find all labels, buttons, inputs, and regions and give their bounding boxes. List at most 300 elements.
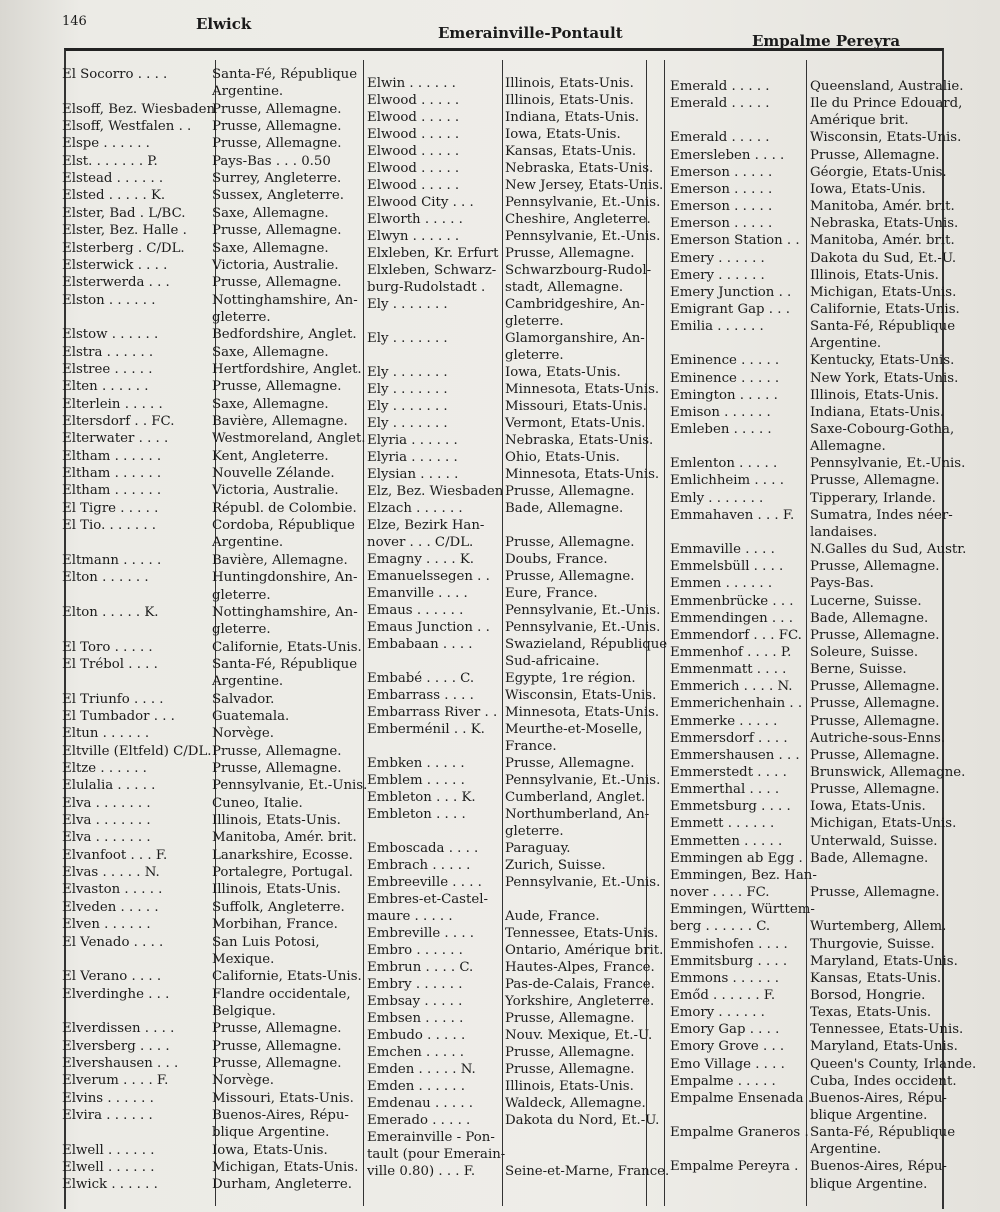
place-location: Pennsylvanie, Et.-Unis.	[505, 603, 661, 618]
place-name: Emerson Station . .	[670, 233, 800, 249]
place-location: Pennsylvanie, Et.-Unis.	[505, 195, 661, 210]
place-name: Eltville (Eltfeld) C/DL.	[62, 743, 212, 759]
place-name: maure . . . . .	[367, 909, 453, 924]
place-name: Emmingen ab Egg .	[670, 850, 803, 866]
place-name: Elyria . . . . . .	[367, 450, 458, 465]
place-location: Iowa, Etats-Unis.	[505, 127, 621, 142]
place-name: El Tumbador . . .	[62, 708, 175, 724]
place-location: Morbihan, France.	[212, 917, 338, 933]
place-name: Elwell . . . . . .	[62, 1142, 155, 1158]
place-location: Maryland, Etats-Unis.	[810, 1039, 958, 1055]
gazetteer-column-3	[670, 78, 977, 1206]
place-name: Emmishofen . . . .	[670, 936, 788, 952]
place-location: Saxe, Allemagne.	[212, 240, 329, 256]
place-name: Elvas . . . . . N.	[62, 865, 160, 881]
place-location: Indiana, Etats-Unis.	[810, 404, 945, 420]
place-location: Pennsylvanie, Et.-Unis.	[505, 620, 661, 635]
place-name: El Tio. . . . . . .	[62, 518, 157, 534]
place-location: Prusse, Allemagne.	[212, 1021, 342, 1037]
place-location: Illinois, Etats-Unis.	[212, 882, 341, 898]
place-location: N.Galles du Sud, Austr.	[810, 542, 967, 558]
place-location: Prusse, Allemagne.	[505, 1045, 635, 1060]
place-location: Prusse, Allemagne.	[212, 136, 342, 152]
place-name: Elwyn . . . . . .	[367, 229, 460, 244]
place-name: El Toro . . . . .	[62, 639, 153, 655]
place-location: Prusse, Allemagne.	[810, 782, 940, 798]
place-name: Emery . . . . . .	[670, 250, 765, 266]
place-location: Prusse, Allemagne.	[212, 743, 342, 759]
place-name: nover . . . . FC.	[670, 885, 770, 901]
place-location: Yorkshire, Angleterre.	[505, 994, 655, 1009]
place-name: Emberménil . . K.	[367, 722, 485, 737]
place-name: Embabé . . . . C.	[367, 671, 475, 686]
place-name: Ely . . . . . . .	[367, 416, 448, 431]
place-location: Cuba, Indes occident.	[810, 1073, 957, 1089]
place-name: Eminence . . . . .	[670, 353, 780, 369]
place-location: Lucerne, Suisse.	[810, 593, 922, 609]
place-location: Surrey, Angleterre.	[212, 171, 342, 187]
place-location: Prusse, Allemagne.	[505, 484, 635, 499]
place-name: Empalme Ensenada .	[670, 1090, 813, 1106]
place-name: Elstow . . . . . .	[62, 327, 159, 343]
place-location: Prusse, Allemagne.	[505, 1062, 635, 1077]
place-name: Embry . . . . . .	[367, 977, 463, 992]
place-location: Queensland, Australie.	[810, 79, 964, 94]
running-header	[0, 10, 1000, 50]
place-location: Prusse, Allemagne.	[212, 119, 342, 135]
place-name: Elworth . . . . .	[367, 212, 463, 227]
place-location: Santa-Fé, République	[810, 319, 956, 335]
place-location: Huntingdonshire, An-	[212, 570, 358, 586]
place-location: Cheshire, Angleterre.	[505, 212, 651, 227]
place-name: Elzach . . . . . .	[367, 501, 463, 516]
place-name: Emmingen, Bez. Han-	[670, 867, 817, 883]
place-name: El Socorro . . . .	[62, 67, 168, 82]
place-location: Cordoba, République	[212, 518, 355, 534]
place-name: Elston . . . . . .	[62, 292, 156, 308]
place-name: Elwood . . . . .	[367, 110, 460, 125]
place-name: Embleton . . . K.	[367, 790, 476, 805]
place-name: Eltham . . . . . .	[62, 466, 162, 482]
place-name: Elvins . . . . . .	[62, 1090, 154, 1106]
place-location: Cambridgeshire, An-	[505, 297, 645, 312]
place-location: Prusse, Allemagne.	[810, 747, 940, 763]
place-location: Prusse, Allemagne.	[810, 885, 940, 901]
place-location: Manitoba, Amér. brit.	[810, 199, 955, 215]
place-name: Emington . . . . .	[670, 387, 778, 403]
place-name: Elyria . . . . . .	[367, 433, 458, 448]
place-name: Emmitsburg . . . .	[670, 953, 788, 969]
place-location: Michigan, Etats-Unis.	[212, 1160, 359, 1176]
place-name: Embken . . . . .	[367, 756, 465, 771]
place-name: Elsoff, Westfalen . .	[62, 119, 192, 135]
place-name: Elsterwerda . . .	[62, 275, 170, 291]
place-location: Argentine.	[212, 84, 284, 100]
place-name: Emboscada . . . .	[367, 841, 479, 856]
place-location: Républ. de Colombie.	[212, 500, 357, 516]
place-name: Emigrant Gap . . .	[670, 301, 790, 317]
place-location: Bade, Allemagne.	[810, 610, 929, 626]
place-name: Emmendorf . . . FC.	[670, 627, 802, 643]
place-name: Emison . . . . . .	[670, 404, 771, 420]
place-location: Saxe, Allemagne.	[212, 205, 329, 221]
place-location: Iowa, Etats-Unis.	[810, 799, 926, 815]
place-location: gleterre.	[505, 348, 564, 363]
place-location: Guatemala.	[212, 708, 290, 724]
place-name: Elwood . . . . .	[367, 93, 460, 108]
place-name: Embabaan . . . .	[367, 637, 473, 652]
place-location: Sumatra, Indes néer-	[810, 507, 953, 523]
place-location: gleterre.	[505, 314, 564, 329]
place-name: Ely . . . . . . .	[367, 365, 448, 380]
place-location: Géorgie, Etats-Unis.	[810, 164, 947, 180]
place-location: Californie, Etats-Unis.	[810, 301, 960, 317]
place-name: Elxleben, Kr. Erfurt	[367, 246, 499, 261]
place-location: Prusse, Allemagne.	[505, 246, 635, 261]
place-name: Elz, Bez. Wiesbaden	[367, 484, 504, 499]
place-name: burg-Rudolstadt .	[367, 280, 486, 295]
place-location: Indiana, Etats-Unis.	[505, 110, 640, 125]
place-location: Iowa, Etats-Unis.	[212, 1142, 328, 1158]
place-location: Nottinghamshire, An-	[212, 604, 358, 620]
place-name: Elvershausen . . .	[62, 1055, 179, 1071]
place-location: Manitoba, Amér. brit.	[212, 830, 357, 846]
page-number: 146	[62, 14, 87, 29]
place-name: Eltmann . . . . .	[62, 552, 162, 568]
place-location: Pas-de-Calais, France.	[505, 977, 655, 992]
place-location: Californie, Etats-Unis.	[212, 639, 362, 655]
place-location: Wisconsin, Etats-Unis.	[505, 688, 657, 703]
place-name: Embarrass River . .	[367, 705, 498, 720]
place-location: Prusse, Allemagne.	[810, 696, 940, 712]
place-name: Emmingen, Württem-	[670, 902, 815, 918]
place-name: Emmenhof . . . . P.	[670, 644, 792, 660]
place-location: stadt, Allemagne.	[505, 280, 624, 295]
place-location: Pays-Bas . . . 0.50	[212, 153, 331, 169]
place-name: Emmelsbüll . . . .	[670, 559, 784, 575]
place-name: Emerald . . . . .	[670, 130, 770, 146]
place-name: ville 0.80) . . . F.	[367, 1164, 476, 1179]
gazetteer-column-1	[62, 66, 368, 1206]
place-name: Emmett . . . . . .	[670, 816, 775, 832]
header-center-keyword: Emerainville-Pontault	[438, 24, 623, 42]
place-location: Buenos-Aires, Répu-	[212, 1108, 349, 1123]
place-location: San Luis Potosi,	[212, 934, 320, 950]
place-location: landaises.	[810, 524, 878, 540]
place-name: Elvanfoot . . . F.	[62, 847, 168, 863]
place-name: Elsterwick . . . .	[62, 257, 168, 273]
place-location: Prusse, Allemagne.	[810, 627, 940, 643]
place-name: Emmerich . . . . N.	[670, 679, 793, 695]
place-name: Ely . . . . . . .	[367, 382, 448, 397]
place-name: Emmendingen . . .	[670, 610, 793, 626]
place-name: Embleton . . . .	[367, 807, 466, 822]
place-name: Elwood . . . . .	[367, 144, 460, 159]
place-name: Embreeville . . . .	[367, 875, 482, 890]
place-location: Illinois, Etats-Unis.	[505, 93, 634, 108]
place-name: Emerald . . . . .	[670, 79, 770, 94]
place-location: Cuneo, Italie.	[212, 795, 303, 811]
place-name: Elulalia . . . . .	[62, 778, 156, 794]
place-name: Emerson . . . . .	[670, 181, 773, 197]
place-name: Elvaston . . . . .	[62, 882, 163, 898]
place-location: France.	[505, 739, 557, 754]
place-location: Nebraska, Etats-Unis.	[505, 161, 654, 176]
place-location: Hautes-Alpes, France.	[505, 960, 655, 975]
place-location: New Jersey, Etats-Unis.	[505, 178, 664, 193]
place-name: Emdenau . . . . .	[367, 1096, 474, 1111]
place-location: blique Argentine.	[212, 1125, 330, 1141]
place-location: Santa-Fé, République	[810, 1125, 956, 1141]
place-name: Eltham . . . . . .	[62, 448, 162, 464]
place-location: Bavière, Allemagne.	[212, 414, 348, 429]
place-name: Emmerthal . . . .	[670, 782, 780, 798]
place-name: Elwell . . . . . .	[62, 1160, 155, 1176]
place-name: Emory Grove . . .	[670, 1039, 785, 1055]
place-location: Michigan, Etats-Unis.	[810, 284, 957, 300]
place-name: Emmetten . . . . .	[670, 833, 783, 849]
place-location: Buenos-Aires, Répu-	[810, 1090, 947, 1106]
place-name: Elveden . . . . .	[62, 899, 159, 915]
place-location: Portalegre, Portugal.	[212, 865, 353, 881]
place-name: Emmersdorf . . . .	[670, 730, 788, 746]
place-name: Elterlein . . . . .	[62, 396, 163, 412]
place-location: Seine-et-Marne, France.	[505, 1164, 670, 1179]
place-name: El Venado . . . .	[62, 934, 164, 950]
place-location: gleterre.	[212, 587, 271, 603]
place-name: Emmenbrücke . . .	[670, 593, 794, 609]
place-location: Prusse, Allemagne.	[810, 713, 940, 729]
place-name: Elwin . . . . . .	[367, 76, 456, 91]
place-location: Tennessee, Etats-Unis.	[505, 926, 659, 941]
place-location: Belgique.	[212, 1003, 276, 1019]
place-location: Nebraska, Etats-Unis.	[505, 433, 654, 448]
place-location: Northumberland, An-	[505, 807, 650, 822]
place-location: blique Argentine.	[810, 1108, 928, 1123]
place-location: Pennsylvanie, Et.-Unis.	[505, 229, 661, 244]
place-name: Empalme Pereyra .	[670, 1159, 799, 1175]
place-location: Dakota du Nord, Et.-U.	[505, 1113, 660, 1128]
place-name: Empalme . . . . .	[670, 1073, 776, 1089]
place-location: Prusse, Allemagne.	[505, 569, 635, 584]
place-location: Prusse, Allemagne.	[505, 1011, 635, 1026]
place-location: Argentine.	[212, 535, 284, 551]
place-location: Illinois, Etats-Unis.	[810, 387, 939, 403]
place-location: Illinois, Etats-Unis.	[212, 813, 341, 829]
place-name: Elwood City . . .	[367, 195, 474, 210]
place-location: Pennsylvanie, Et.-Unis.	[505, 773, 661, 788]
place-location: Wurtemberg, Allem.	[810, 919, 947, 935]
place-location: Queen's County, Irlande.	[810, 1056, 977, 1072]
place-name: nover . . . C/DL.	[367, 535, 474, 550]
place-name: Emmershausen . . .	[670, 747, 800, 763]
place-name: Empalme Graneros .	[670, 1125, 809, 1141]
place-location: Salvador.	[212, 691, 275, 707]
place-name: Elwood . . . . .	[367, 161, 460, 176]
header-left-keyword: Elwick	[196, 15, 252, 33]
place-name: Elspe . . . . . .	[62, 136, 150, 152]
place-name: Embrun . . . . C.	[367, 960, 474, 975]
place-location: Durham, Angleterre.	[212, 1177, 352, 1193]
place-name: Emmerke . . . . .	[670, 713, 778, 729]
place-location: Amérique brit.	[810, 113, 909, 129]
place-location: gleterre.	[505, 824, 564, 839]
place-name: Embres-et-Castel-	[367, 892, 488, 907]
place-location: Glamorganshire, An-	[505, 331, 645, 346]
place-name: Elva . . . . . . .	[62, 813, 151, 829]
place-name: Ely . . . . . . .	[367, 331, 448, 346]
place-name: Emlenton . . . . .	[670, 456, 778, 472]
place-location: Iowa, Etats-Unis.	[505, 365, 621, 380]
place-location: Michigan, Etats-Unis.	[810, 816, 957, 832]
place-location: Schwarzbourg-Rudol-	[505, 263, 652, 278]
place-location: Mexique.	[212, 951, 275, 967]
place-name: Elton . . . . . K.	[62, 604, 159, 620]
place-name: Elwood . . . . .	[367, 178, 460, 193]
place-name: El Tigre . . . . .	[62, 500, 159, 516]
place-name: Emlichheim . . . .	[670, 473, 784, 489]
place-location: Ohio, Etats-Unis.	[505, 450, 620, 465]
place-location: Kansas, Etats-Unis.	[810, 970, 942, 986]
place-name: Elstead . . . . . .	[62, 171, 164, 187]
place-location: Sussex, Angleterre.	[212, 188, 344, 204]
place-location: Saxe-Cobourg-Gotha,	[810, 422, 955, 437]
place-name: Elva . . . . . . .	[62, 830, 151, 846]
place-name: Emden . . . . . N.	[367, 1062, 476, 1077]
place-name: El Trébol . . . .	[62, 656, 158, 672]
place-location: Prusse, Allemagne.	[212, 761, 342, 776]
place-name: Ely . . . . . . .	[367, 399, 448, 414]
place-name: Elsterberg . C/DL.	[62, 240, 185, 256]
place-location: Pays-Bas.	[810, 576, 874, 592]
place-name: Emerson . . . . .	[670, 216, 773, 232]
place-location: Minnesota, Etats-Unis.	[505, 382, 660, 397]
place-location: Manitoba, Amér. brit.	[810, 233, 955, 249]
place-location: Prusse, Allemagne.	[212, 1055, 342, 1071]
place-name: Elze, Bezirk Han-	[367, 518, 485, 533]
place-name: Elva . . . . . . .	[62, 795, 151, 811]
place-name: Elster, Bad . L/BC.	[62, 205, 186, 221]
place-name: Emanuelssegen . .	[367, 569, 490, 584]
place-name: Emory Gap . . . .	[670, 1022, 780, 1038]
place-location: Minnesota, Etats-Unis.	[505, 705, 660, 720]
place-location: Buenos-Aires, Répu-	[810, 1159, 947, 1175]
place-location: Saxe, Allemagne.	[212, 396, 329, 412]
place-name: Emerson . . . . .	[670, 199, 773, 215]
place-location: Unterwald, Suisse.	[810, 833, 938, 849]
place-location: Prusse, Allemagne.	[505, 756, 635, 771]
column-divider	[363, 60, 364, 1206]
place-location: Prusse, Allemagne.	[212, 1038, 342, 1054]
place-location: Thurgovie, Suisse.	[810, 936, 935, 952]
place-location: Missouri, Etats-Unis.	[212, 1090, 354, 1106]
place-location: Iowa, Etats-Unis.	[810, 181, 926, 197]
place-location: Victoria, Australie.	[212, 483, 339, 499]
place-location: Tipperary, Irlande.	[810, 490, 936, 506]
place-name: Emmetsburg . . . .	[670, 799, 791, 815]
place-name: Elven . . . . . .	[62, 917, 151, 933]
place-name: Emden . . . . . .	[367, 1079, 465, 1094]
place-name: Elverdinghe . . .	[62, 986, 170, 1002]
place-name: Emagny . . . . K.	[367, 552, 475, 567]
place-location: Nottinghamshire, An-	[212, 292, 358, 308]
place-location: Bade, Allemagne.	[810, 850, 929, 866]
place-location: gleterre.	[212, 622, 271, 638]
place-name: tault (pour Emerain-	[367, 1147, 506, 1162]
place-location: Minnesota, Etats-Unis.	[505, 467, 660, 482]
place-name: Embrach . . . . .	[367, 858, 471, 873]
place-name: Emmerstedt . . . .	[670, 765, 787, 780]
place-location: Prusse, Allemagne.	[212, 379, 342, 395]
place-name: Embreville . . . .	[367, 926, 475, 941]
place-location: Autriche-sous-Enns.	[810, 730, 946, 746]
column-divider	[664, 60, 665, 1206]
place-location: Prusse, Allemagne.	[212, 275, 342, 291]
place-name: El Triunfo . . . .	[62, 691, 164, 707]
place-location: Meurthe-et-Moselle,	[505, 722, 643, 737]
place-location: Soleure, Suisse.	[810, 644, 919, 660]
place-location: Prusse, Allemagne.	[212, 101, 342, 117]
place-name: berg . . . . . . C.	[670, 919, 771, 935]
place-location: Paraguay.	[505, 841, 571, 856]
place-name: Emo Village . . . .	[670, 1056, 785, 1072]
place-location: Waldeck, Allemagne.	[505, 1096, 646, 1111]
place-name: Elster, Bez. Halle .	[62, 223, 187, 239]
place-name: Emerald . . . . .	[670, 96, 770, 112]
place-name: Elstree . . . . .	[62, 361, 153, 377]
place-name: Emmons . . . . . .	[670, 970, 780, 986]
place-location: Ontario, Amérique brit.	[505, 943, 664, 958]
place-location: Prusse, Allemagne.	[505, 535, 635, 550]
place-name: Emmerichenhain . .	[670, 696, 803, 712]
place-location: Prusse, Allemagne.	[810, 559, 940, 575]
place-name: Eltun . . . . . .	[62, 726, 150, 742]
place-location: Flandre occidentale,	[212, 986, 351, 1002]
place-name: Elterwater . . . .	[62, 431, 169, 447]
place-location: Zurich, Suisse.	[505, 858, 606, 873]
place-location: Cumberland, Anglet.	[505, 790, 646, 805]
place-name: Eltersdorf . . FC.	[62, 414, 175, 429]
place-location: Bavière, Allemagne.	[212, 552, 348, 568]
place-location: Texas, Etats-Unis.	[810, 1005, 932, 1021]
place-location: Illinois, Etats-Unis.	[505, 1079, 634, 1094]
place-location: Argentine.	[212, 674, 284, 690]
place-name: Ely . . . . . . .	[367, 297, 448, 312]
place-location: Santa-Fé, République	[212, 67, 358, 82]
place-location: Argentine.	[810, 336, 882, 352]
place-name: Elstra . . . . . .	[62, 344, 154, 360]
place-name: Eminence . . . . .	[670, 370, 780, 386]
place-location: Prusse, Allemagne.	[810, 679, 940, 695]
place-location: Prusse, Allemagne.	[810, 147, 940, 163]
place-location: Nouv. Mexique, Et.-U.	[505, 1028, 653, 1043]
place-location: Ile du Prince Edouard,	[810, 96, 963, 112]
place-name: Emchen . . . . .	[367, 1045, 465, 1060]
place-name: Emmahaven . . . F.	[670, 507, 795, 523]
place-name: Elwood . . . . .	[367, 127, 460, 142]
place-location: Doubs, France.	[505, 552, 608, 567]
place-location: Victoria, Australie.	[212, 257, 339, 273]
place-name: Elsted . . . . . K.	[62, 188, 166, 204]
place-name: Emmen . . . . . .	[670, 576, 773, 592]
place-location: Berne, Suisse.	[810, 662, 907, 678]
place-location: Dakota du Sud, Et.-U.	[810, 250, 957, 266]
place-location: Egypte, 1re région.	[505, 671, 636, 686]
place-location: Illinois, Etats-Unis.	[505, 76, 634, 91]
place-location: Aude, France.	[505, 909, 600, 924]
place-location: Missouri, Etats-Unis.	[505, 399, 647, 414]
place-name: Emory . . . . . .	[670, 1005, 765, 1021]
